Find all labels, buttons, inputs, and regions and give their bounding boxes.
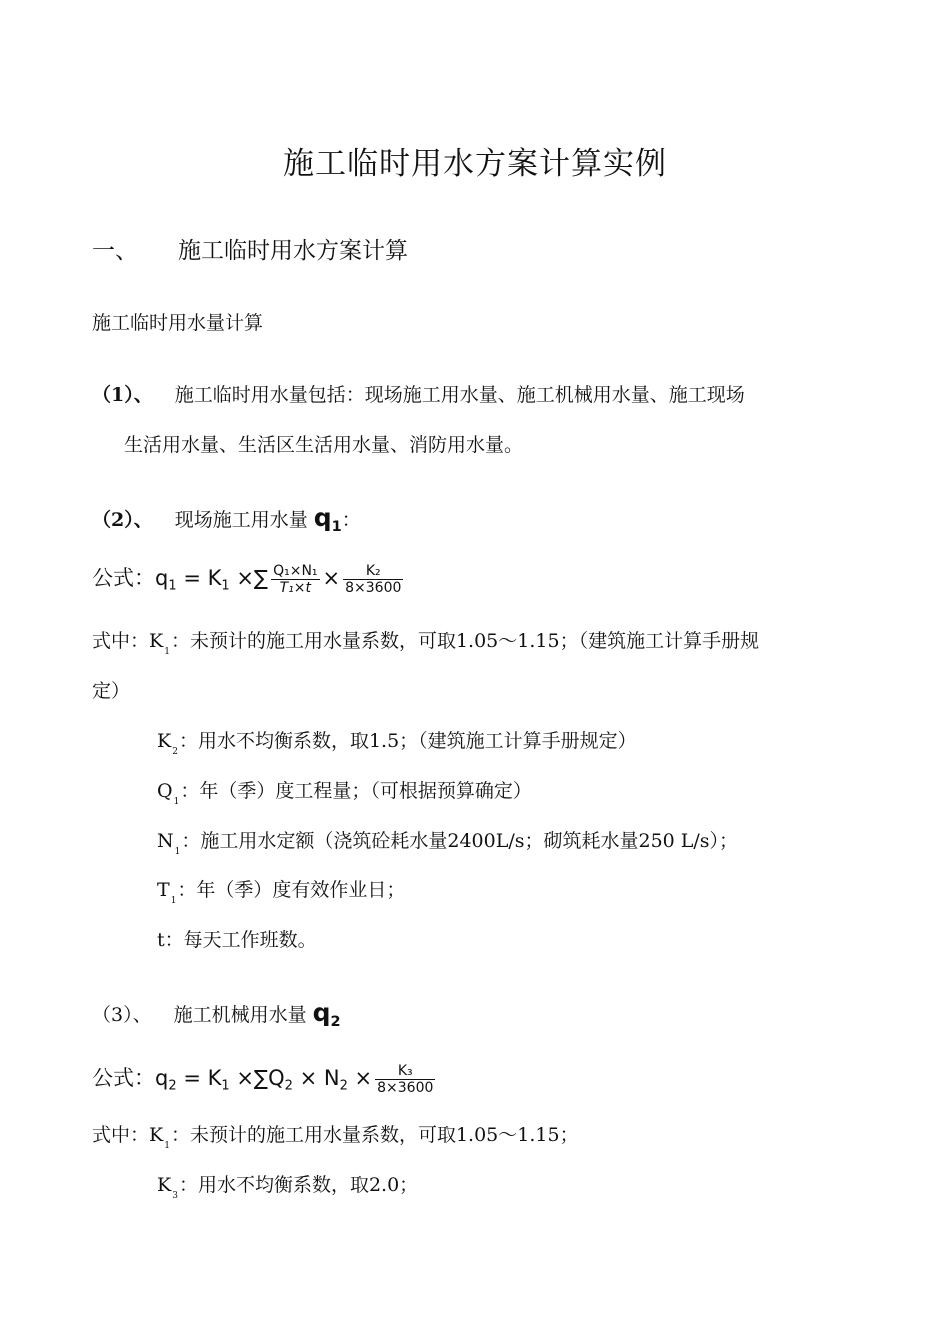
desc-1-t1-line xyxy=(157,875,405,906)
desc-1-t-line: t：每天工作班数。 xyxy=(157,929,317,951)
formula-1-times-sum: ×∑ xyxy=(236,566,269,590)
desc-1-t1-text: ：年（季）度有效作业日； xyxy=(177,879,406,901)
item-3-variable xyxy=(312,998,341,1031)
desc-1-n1-sub: 1 xyxy=(174,847,181,857)
item-3-var-letter: q xyxy=(312,998,331,1027)
desc-1-k2-text: ：用水不均衡系数，取1.5；（建筑施工计算手册规定） xyxy=(178,730,637,752)
formula-1-lhs-letter: q xyxy=(155,566,169,590)
formula-2-times: × xyxy=(354,1066,373,1090)
formula-2-k-sub: 1 xyxy=(221,1078,230,1094)
item-2-var-letter: q xyxy=(313,503,332,532)
formula-2-lhs-sub: 2 xyxy=(168,1078,177,1094)
desc-1-k1-text: ：未预计的施工用水量系数，可取1.05～1.15；（建筑施工计算手册规 xyxy=(170,630,760,652)
desc-1-n1-text: ：施工用水定额（浇筑砼耗水量2400L/s；砌筑耗水量250 L/s）； xyxy=(181,830,739,852)
desc-1-k2-variable xyxy=(157,730,179,757)
document-title: 施工临时用水方案计算实例 xyxy=(283,146,667,182)
desc-2-k1-variable xyxy=(149,1124,171,1151)
desc-1-t1-variable xyxy=(157,879,177,906)
desc-1-k2-line xyxy=(157,726,637,757)
item-2-number: （2）、 xyxy=(92,509,153,531)
fraction-1-denominator: T₁×t xyxy=(279,580,311,596)
item-2-variable xyxy=(313,503,342,536)
formula-1 xyxy=(92,562,406,596)
desc-2-k1-text: ：未预计的施工用水量系数，可取1.05～1.15； xyxy=(170,1124,579,1146)
item-2-colon: ： xyxy=(341,509,361,531)
item-3-number: （3）、 xyxy=(92,1004,152,1026)
desc-1-k1-letter: K xyxy=(149,630,164,652)
formula-2-n-text: × N xyxy=(299,1066,340,1090)
desc-2-k3-text: ：用水不均衡系数，取2.0； xyxy=(178,1174,419,1196)
section-title: 施工临时用水方案计算 xyxy=(178,238,408,264)
formula-2 xyxy=(92,1062,438,1096)
formula-1-k-sub: 1 xyxy=(221,578,230,594)
desc-1-q1-text: ：年（季）度工程量；（可根据预算确定） xyxy=(180,780,532,802)
formula-2-fraction-denominator: 8×3600 xyxy=(377,1080,434,1096)
item-1-text-1: 施工临时用水量包括：现场施工用水量、施工机械用水量、施工现场 xyxy=(174,384,745,406)
formula-2-q-sub: 2 xyxy=(284,1078,293,1094)
fraction-2-denominator: 8×3600 xyxy=(345,580,402,596)
section-number: 一、 xyxy=(92,238,138,264)
item-1-line-1 xyxy=(92,380,745,407)
desc-1-t1-letter: T xyxy=(157,879,170,901)
formula-2-eq xyxy=(183,1066,230,1094)
desc-1-n1-line xyxy=(157,826,738,857)
desc-2-k1-letter: K xyxy=(149,1124,164,1146)
formula-2-lhs xyxy=(155,1066,177,1094)
formula-1-fraction-2 xyxy=(343,563,403,596)
desc-2-k3-variable xyxy=(157,1174,179,1201)
formula-2-n-sub: 2 xyxy=(339,1078,348,1094)
item-2-heading xyxy=(92,503,361,535)
formula-1-eq xyxy=(183,566,230,594)
formula-2-n xyxy=(299,1066,348,1094)
fraction-2-numerator: K₂ xyxy=(343,563,403,580)
formula-2-eq-text: = K xyxy=(183,1066,222,1090)
desc-1-k1-line-2: 定） xyxy=(92,680,131,702)
item-3-heading xyxy=(92,998,341,1030)
desc-2-k3-sub: 3 xyxy=(172,1191,178,1201)
formula-1-lhs xyxy=(155,566,177,594)
desc-2-k3-line xyxy=(157,1170,418,1201)
formula-2-label: 公式： xyxy=(92,1066,155,1090)
formula-2-fraction xyxy=(375,1063,435,1096)
desc-1-n1-variable xyxy=(157,830,181,857)
desc-1-k1-line xyxy=(92,626,759,657)
subsection-title: 施工临时用水量计算 xyxy=(92,312,264,334)
formula-1-label: 公式： xyxy=(92,566,155,590)
section-heading xyxy=(92,232,408,265)
item-2-text: 现场施工用水量 xyxy=(174,509,308,531)
desc-1-t1-sub: 1 xyxy=(170,896,177,906)
formula-2-sum-q xyxy=(236,1066,293,1094)
item-1-number: （1）、 xyxy=(92,384,153,406)
desc-1-k1-sub: 1 xyxy=(164,647,170,657)
item-3-text: 施工机械用水量 xyxy=(173,1004,307,1026)
desc-1-q1-variable xyxy=(157,780,180,807)
formula-1-fraction-1 xyxy=(271,563,319,596)
fraction-1-numerator: Q₁×N₁ xyxy=(273,563,318,579)
item-3-var-sub: 2 xyxy=(330,1014,341,1031)
formula-2-lhs-letter: q xyxy=(155,1066,169,1090)
desc-1-lead: 式中： xyxy=(92,630,150,652)
item-1-line-2: 生活用水量、生活区生活用水量、消防用水量。 xyxy=(124,434,524,456)
desc-1-k2-letter: K xyxy=(157,730,172,752)
desc-2-k3-letter: K xyxy=(157,1174,172,1196)
formula-1-lhs-sub: 1 xyxy=(168,578,177,594)
desc-2-lead: 式中： xyxy=(92,1124,150,1146)
desc-1-n1-letter: N xyxy=(157,830,174,852)
formula-1-times: × xyxy=(322,566,341,590)
desc-1-k1-variable xyxy=(149,630,171,657)
item-2-var-sub: 1 xyxy=(331,519,342,536)
desc-1-q1-sub: 1 xyxy=(173,797,180,807)
desc-1-q1-letter: Q xyxy=(157,780,173,802)
desc-1-q1-line xyxy=(157,776,532,807)
desc-1-k2-sub: 2 xyxy=(172,747,178,757)
formula-2-sum-q-text: ×∑Q xyxy=(236,1066,285,1090)
formula-2-fraction-numerator: K₃ xyxy=(375,1063,435,1080)
desc-2-k1-line xyxy=(92,1120,579,1151)
formula-1-eq-text: = K xyxy=(183,566,222,590)
desc-2-k1-sub: 1 xyxy=(164,1141,170,1151)
